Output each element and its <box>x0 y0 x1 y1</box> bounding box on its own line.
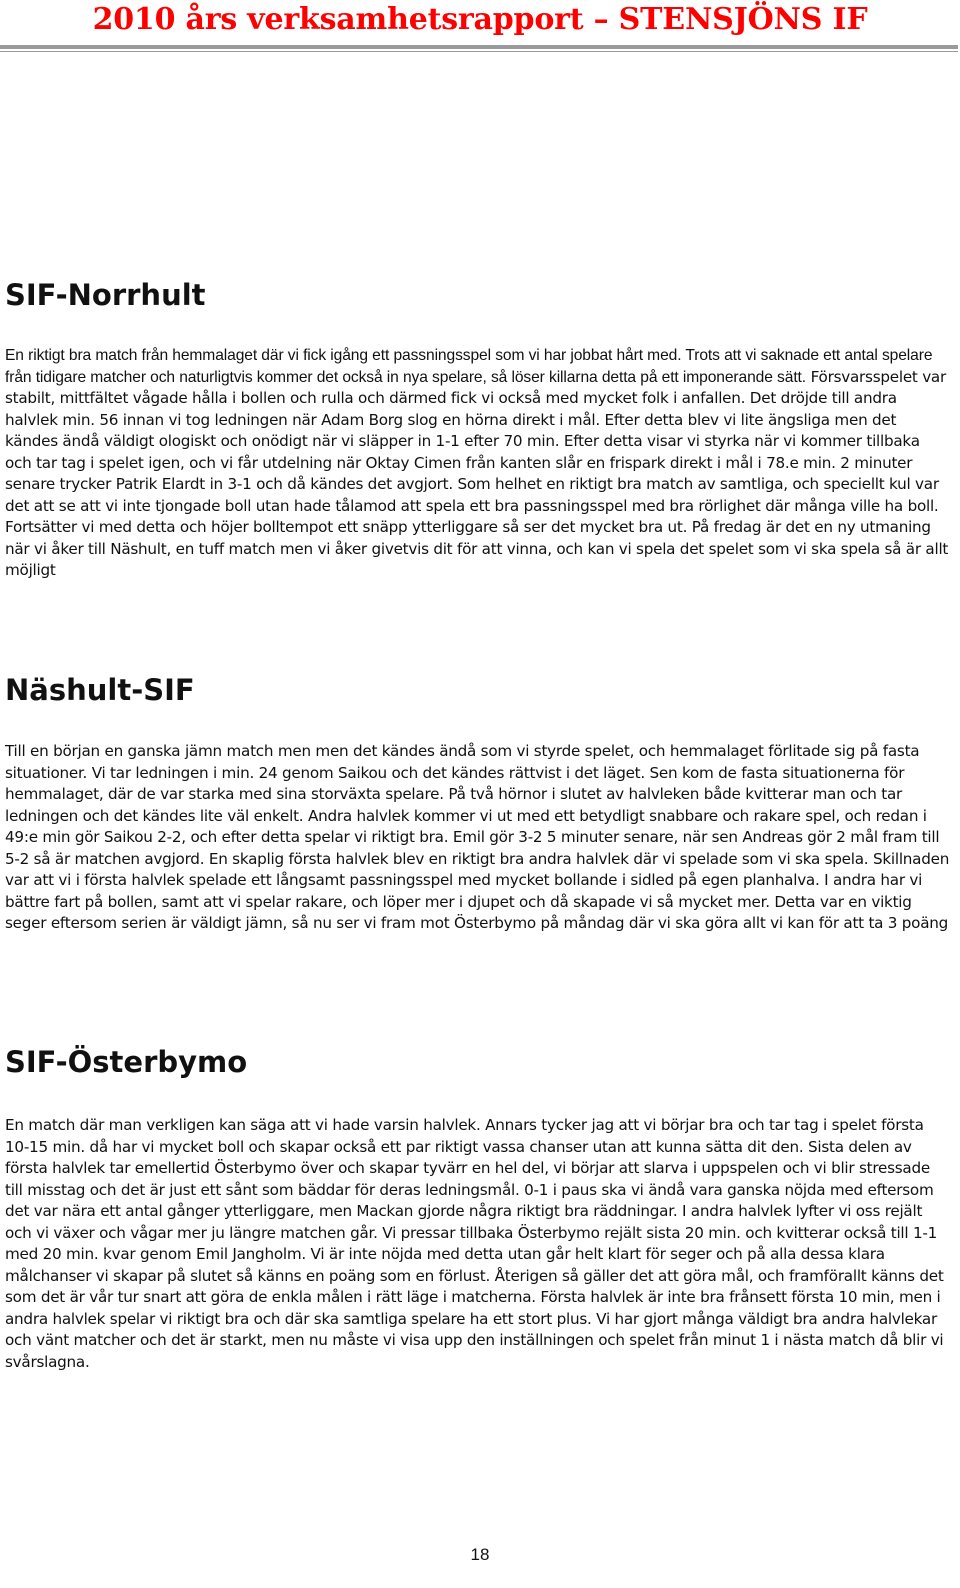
paragraph-run: En match där man verkligen kan säga att vi hade varsin halvlek. Annars tycker jag att vi börjar bra och tar tag i spelet första 10-15 min. då har vi mycket boll och skapar också ett par riktigt vassa chanser utan att kunna sätta dit den. Sista delen av första halvlek tar emellertid Österbymo över och skapar tyvärr en hel del, vi börjar att slarva i uppspelen och vi blir stressade till misstag och det är just ett sånt som bäddar för deras ledningsmål. 0-1 i paus ska vi ändå vara ganska nöjda med eftersom det var nära ett antal gånger ytterliggare, men Mackan gjorde några riktigt bra räddningar. I andra halvlek lyfter vi oss rejält och vi växer och vågar mer ju längre matchen går. Vi pressar tillbaka Österbymo rejält sista 20 min. och kvitterar också till 1-1 med 20 min. kvar genom Emil Jangholm. Vi är inte nöjda med detta utan går helt klart för seger och på alla dessa klara målchanser vi skapar på slutet så känns en poäng som en förlust. Återigen så gäller det att göra mål, och framförallt känns det som det är vår tur snart att göra de enkla målen i rätt läge i matcherna. Första halvlek är inte bra frånsett första 10 min, men i andra halvlek spelar vi riktigt bra och där ska samtliga spelare ha ett stort plus. Vi har gjort många väldigt bra andra halvlekar och vänt matcher och det är starkt, men nu måste vi visa upp den inställningen och spelet från minut 1 i nästa match då blir vi svårslagna. <box>5 1116 944 1371</box>
paragraph-run: Till en början en ganska jämn match men men det kändes ändå som vi styrde spelet, och hemmalaget förlitade sig på fasta situationer. Vi tar ledningen i min. 24 genom Saikou och det kändes rättvist i det läget. Sen kom de fasta situationerna för hemmalaget, där de var starka med sina storväxta spelare. På två hörnor i slutet av halvleken både kvitterar man och tar ledningen och det kändes lite väl enkelt. Andra halvlek kommer vi ut med ett betydligt snabbare och rakare spel, och redan i 49:e min gör Saikou 2-2, och efter detta spelar vi riktigt bra. Emil gör 3-2 5 minuter senare, när sen Andreas gör 2 mål fram till 5-2 så är matchen avgjord. En skaplig första halvlek blev en riktigt bra andra halvlek där vi spelade som vi ska spela. Skillnaden var att vi i första halvlek spelade ett långsamt passningsspel med mycket bollande i sidled på egen planhalva. I andra har vi bättre fart på bollen, samt att vi spelar rakare, och löper mer i djupet och då skapade vi så mycket mer. Detta var en viktig seger eftersom serien är väldigt jämn, så nu ser vi fram mot Österbymo på måndag där vi ska göra allt vi kan för att ta 3 poäng <box>5 742 950 932</box>
paragraph-run: En riktigt bra match från hemmalaget där vi fick igång ett passningsspel som vi har jobbat hårt med. Trots att vi saknade ett antal spelare från tidigare matcher och naturligtvis kommer det också in nya spelare, så löser killarna detta på ett imponerande sätt. <box>5 347 933 386</box>
header-rule-thick <box>0 45 958 49</box>
section-heading: SIF-Norrhult <box>5 278 206 312</box>
section-sif-norrhult <box>5 278 950 582</box>
paragraph-run: Försvarsspelet var stabilt, mittfältet vågade hålla i bollen och rulla och därmed fick vi också med mycket folk i anfallen. Det dröjde till andra halvlek min. 56 innan vi tog ledningen när Adam Borg slog en hörna direkt i mål. Efter detta blev vi lite ängsliga men det kändes ändå väldigt ologiskt och onödigt när vi släpper in 1-1 efter 70 min. Efter detta visar vi styrka när vi kommer tillbaka och tar tag i spelet igen, och vi får utdelning när Oktay Cimen från kanten slår en frispark direkt i mål i 78.e min. 2 minuter senare trycker Patrik Elardt in 3-1 och då kändes det avgjort. Som helhet en riktigt bra match av samtliga, och speciellt kul var det att se att vi inte tjongade boll utan hade tålamod att spela ett bra passningsspel med bra rörlighet där många ville ha boll. Fortsätter vi med detta och höjer bolltempot ett snäpp ytterliggare så ser det mycket bra ut. På fredag är det en ny utmaning när vi åker till Näshult, en tuff match men vi åker givetvis dit för att vinna, och kan vi spela det spelet som vi ska spela så är allt möjligt <box>5 367 949 579</box>
page-number: 18 <box>470 1545 490 1564</box>
match-report-paragraph <box>5 345 950 582</box>
section-heading: Näshult-SIF <box>5 673 195 707</box>
section-nashult-sif <box>5 673 950 935</box>
header-rule-thin <box>0 51 958 52</box>
section-sif-osterbymo <box>5 1045 950 1373</box>
match-report-paragraph <box>5 1115 950 1373</box>
section-heading: SIF-Österbymo <box>5 1045 248 1079</box>
match-report-paragraph <box>5 741 950 935</box>
document-title: 2010 års verksamhetsrapport – STENSJÖNS IF <box>92 2 868 37</box>
